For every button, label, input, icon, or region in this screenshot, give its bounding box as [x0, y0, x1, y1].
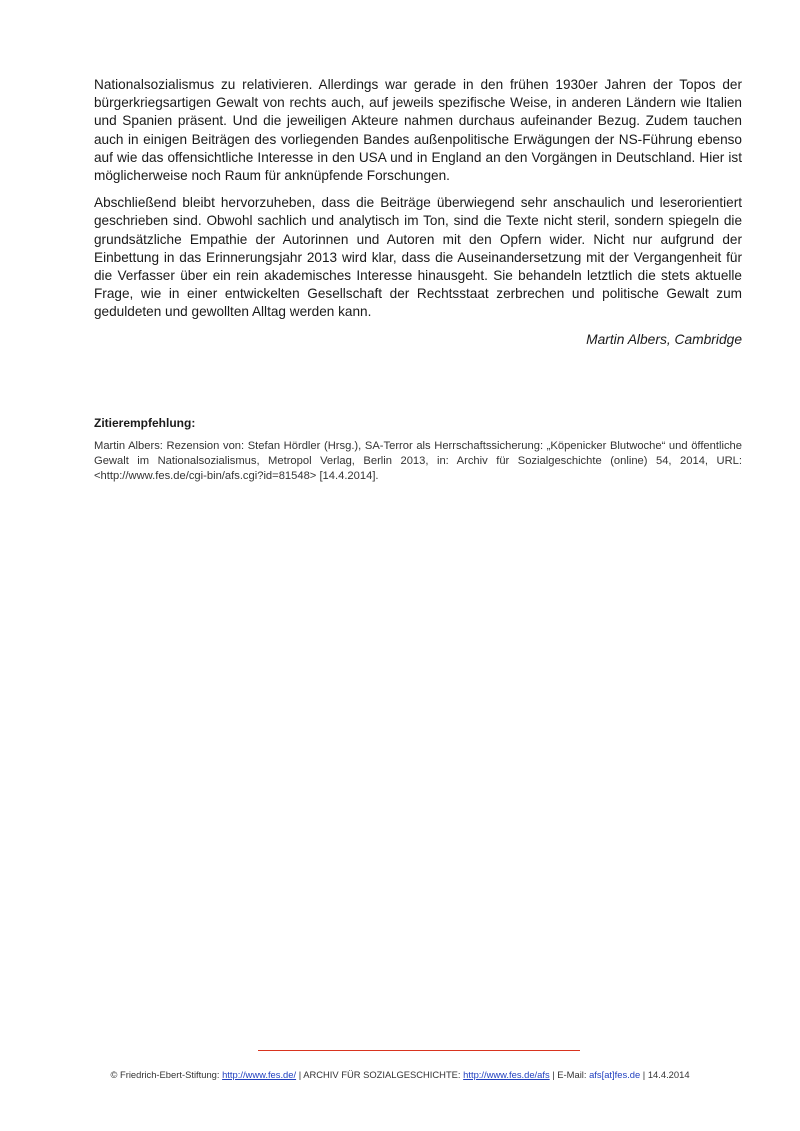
footer-divider — [258, 1050, 580, 1051]
review-body — [94, 76, 742, 349]
footer-copyright: © Friedrich-Ebert-Stiftung: — [110, 1069, 220, 1080]
citation-text: Martin Albers: Rezension von: Stefan Hördler (Hrsg.), SA-Terror als Herrschaftssicherung: „Köpenicker Blutwoche“ und öffentliche Gewalt im Nationalsozialismus, Metropol Verlag, Berlin 2013, in: Archiv für Sozialgeschichte (online) 54, 2014, URL: <http://www.fes.de/cgi-bin/afs.cgi?id=81548> [14.4.2014]. — [94, 440, 742, 482]
footer-email-label: | E-Mail: — [552, 1069, 587, 1080]
author-signature: Martin Albers, Cambridge — [586, 331, 742, 347]
page-footer — [0, 1069, 800, 1081]
body-paragraph-1: Nationalsozialismus zu relativieren. Allerdings war gerade in den frühen 1930er Jahren der Topos der bürgerkriegsartigen Gewalt von rechts auch, auf jeweils spezifische Weise, in anderen Ländern wie Italien und Spanien präsent. Und die jeweiligen Akteure nahmen durchaus aufeinander Bezug. Zudem tauchen auch in einigen Beiträgen des vorliegenden Bandes außenpolitische Erwägungen der NS-Führung ebenso auf wie das offensichtliche Interesse in den USA und in England an den Vorgängen in Deutschland. Hier ist möglicherweise noch Raum für anknüpfende Forschungen. — [94, 77, 742, 184]
citation-heading: Zitierempfehlung: — [94, 416, 196, 430]
afs-link[interactable]: http://www.fes.de/afs — [463, 1069, 550, 1080]
footer-date: | 14.4.2014 — [642, 1069, 690, 1080]
fes-link[interactable]: http://www.fes.de/ — [222, 1069, 297, 1080]
citation-block — [94, 415, 742, 483]
footer-email[interactable]: afs[at]fes.de — [589, 1069, 641, 1080]
body-paragraph-2: Abschließend bleibt hervorzuheben, dass die Beiträge überwiegend sehr anschaulich und leserorientiert geschrieben sind. Obwohl sachlich und analytisch im Ton, sind die Texte nicht steril, sondern spiegeln die grundsätzliche Empathie der Autorinnen und Autoren mit den Opfern wider. Nicht nur aufgrund der Einbettung in das Erinnerungsjahr 2013 wird klar, dass die Auseinandersetzung mit der Vergangenheit für die Verfasser über ein rein akademisches Interesse hinausgeht. Sie behandeln letztlich die stets aktuelle Frage, wie in einer entwickelten Gesellschaft der Rechtsstaat zerbrechen und politische Gewalt zum geduldeten und gewollten Alltag werden kann. — [94, 195, 742, 320]
footer-archive-label: | ARCHIV FÜR SOZIALGESCHICHTE: — [298, 1069, 461, 1080]
